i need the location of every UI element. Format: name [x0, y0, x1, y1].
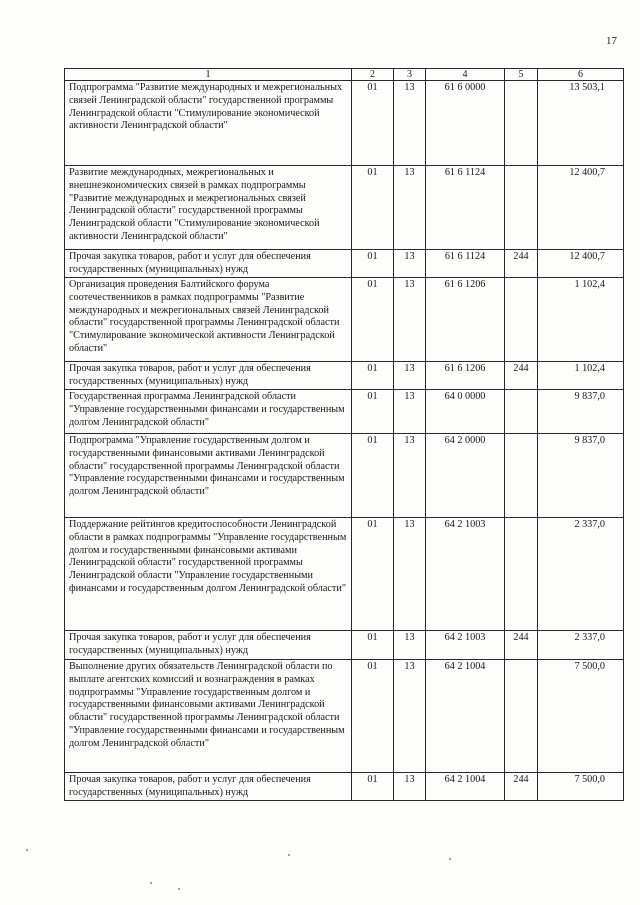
row-subsection: 13: [394, 660, 426, 773]
row-expense-type: 244: [505, 631, 538, 660]
table-row: [65, 660, 624, 773]
budget-table: [64, 68, 624, 801]
scan-speck: [26, 849, 28, 851]
row-section: 01: [352, 631, 394, 660]
row-expense-type: [505, 166, 538, 250]
row-subsection: 13: [394, 250, 426, 278]
row-subsection: 13: [394, 390, 426, 434]
column-header: 2: [352, 69, 394, 81]
row-amount: 12 400,7: [538, 166, 624, 250]
row-name: Прочая закупка товаров, работ и услуг для обеспечения государственных (муниципальных) нужд: [65, 250, 352, 278]
row-name: Подпрограмма "Развитие международных и межрегиональных связей Ленинградской области" государственной программы Ленинградской области "Стимулирование экономической активности Ленинградской области": [65, 81, 352, 166]
row-amount: 7 500,0: [538, 660, 624, 773]
column-header: 5: [505, 69, 538, 81]
page-number: 17: [606, 35, 617, 47]
column-header: 1: [65, 69, 352, 81]
row-expense-type: 244: [505, 362, 538, 390]
table-row: [65, 773, 624, 801]
row-expense-type: [505, 660, 538, 773]
column-header: 3: [394, 69, 426, 81]
table-row: [65, 518, 624, 631]
row-section: 01: [352, 278, 394, 362]
row-target-code: 61 6 1124: [426, 250, 505, 278]
row-target-code: 61 6 1206: [426, 362, 505, 390]
row-amount: 9 837,0: [538, 390, 624, 434]
scan-speck: [288, 854, 290, 856]
row-amount: 1 102,4: [538, 278, 624, 362]
row-name: Прочая закупка товаров, работ и услуг для обеспечения государственных (муниципальных) нужд: [65, 362, 352, 390]
row-target-code: 61 6 0000: [426, 81, 505, 166]
row-expense-type: 244: [505, 250, 538, 278]
row-subsection: 13: [394, 773, 426, 801]
row-target-code: 64 2 1004: [426, 660, 505, 773]
table-row: [65, 278, 624, 362]
scan-speck: [150, 882, 152, 884]
row-expense-type: [505, 81, 538, 166]
table-row: [65, 631, 624, 660]
table-row: [65, 362, 624, 390]
row-target-code: 64 2 1003: [426, 631, 505, 660]
row-expense-type: 244: [505, 773, 538, 801]
table-row: [65, 166, 624, 250]
row-section: 01: [352, 660, 394, 773]
column-header: 6: [538, 69, 624, 81]
row-expense-type: [505, 434, 538, 518]
table-row: [65, 434, 624, 518]
row-section: 01: [352, 81, 394, 166]
row-amount: 1 102,4: [538, 362, 624, 390]
scan-speck: [178, 888, 180, 890]
row-target-code: 61 6 1206: [426, 278, 505, 362]
row-name: Организация проведения Балтийского форума соотечественников в рамках подпрограммы "Развитие международных и межрегиональных связей Ленинградской области" государственной программы Ленинградской области "Стимулирование экономической активности Ленинградской области": [65, 278, 352, 362]
row-target-code: 61 6 1124: [426, 166, 505, 250]
row-subsection: 13: [394, 81, 426, 166]
row-subsection: 13: [394, 434, 426, 518]
row-expense-type: [505, 518, 538, 631]
row-target-code: 64 2 1003: [426, 518, 505, 631]
row-section: 01: [352, 773, 394, 801]
row-section: 01: [352, 250, 394, 278]
row-name: Выполнение других обязательств Ленинградской области по выплате агентских комиссий и вознаграждения в рамках подпрограммы "Управление государственным долгом и государственными финансовыми активами Ленинградской области" государственной программы Ленинградской области "Управление государственными финансами и государственным долгом Ленинградской области": [65, 660, 352, 773]
row-expense-type: [505, 278, 538, 362]
row-section: 01: [352, 518, 394, 631]
row-amount: 13 503,1: [538, 81, 624, 166]
table-row: [65, 250, 624, 278]
row-subsection: 13: [394, 278, 426, 362]
row-amount: 2 337,0: [538, 631, 624, 660]
row-name: Подпрограмма "Управление государственным долгом и государственными финансовыми активами Ленинградской области" государственной программы Ленинградской области "Управление государственными финансами и государственным долгом Ленинградской области": [65, 434, 352, 518]
column-header: 4: [426, 69, 505, 81]
table-header-row: [65, 69, 624, 81]
row-section: 01: [352, 362, 394, 390]
row-target-code: 64 0 0000: [426, 390, 505, 434]
row-name: Прочая закупка товаров, работ и услуг для обеспечения государственных (муниципальных) нужд: [65, 773, 352, 801]
table-row: [65, 390, 624, 434]
row-amount: 2 337,0: [538, 518, 624, 631]
row-section: 01: [352, 434, 394, 518]
row-name: Государственная программа Ленинградской области "Управление государственными финансами и государственным долгом Ленинградской области": [65, 390, 352, 434]
scan-speck: [449, 858, 451, 860]
row-target-code: 64 2 1004: [426, 773, 505, 801]
row-name: Прочая закупка товаров, работ и услуг для обеспечения государственных (муниципальных) нужд: [65, 631, 352, 660]
row-subsection: 13: [394, 166, 426, 250]
row-subsection: 13: [394, 631, 426, 660]
row-section: 01: [352, 166, 394, 250]
row-amount: 9 837,0: [538, 434, 624, 518]
row-amount: 7 500,0: [538, 773, 624, 801]
row-name: Поддержание рейтингов кредитоспособности Ленинградской области в рамках подпрограммы "Управление государственным долгом и государственными финансовыми активами Ленинградской области" государственной программы Ленинградской области "Управление государственными финансами и государственным долгом Ленинградской области": [65, 518, 352, 631]
row-subsection: 13: [394, 362, 426, 390]
row-target-code: 64 2 0000: [426, 434, 505, 518]
row-name: Развитие международных, межрегиональных и внешнеэкономических связей в рамках подпрограммы "Развитие международных и межрегиональных связей Ленинградской области" государственной программы Ленинградской области "Стимулирование экономической активности Ленинградской области": [65, 166, 352, 250]
table-row: [65, 81, 624, 166]
row-amount: 12 400,7: [538, 250, 624, 278]
row-expense-type: [505, 390, 538, 434]
row-subsection: 13: [394, 518, 426, 631]
row-section: 01: [352, 390, 394, 434]
